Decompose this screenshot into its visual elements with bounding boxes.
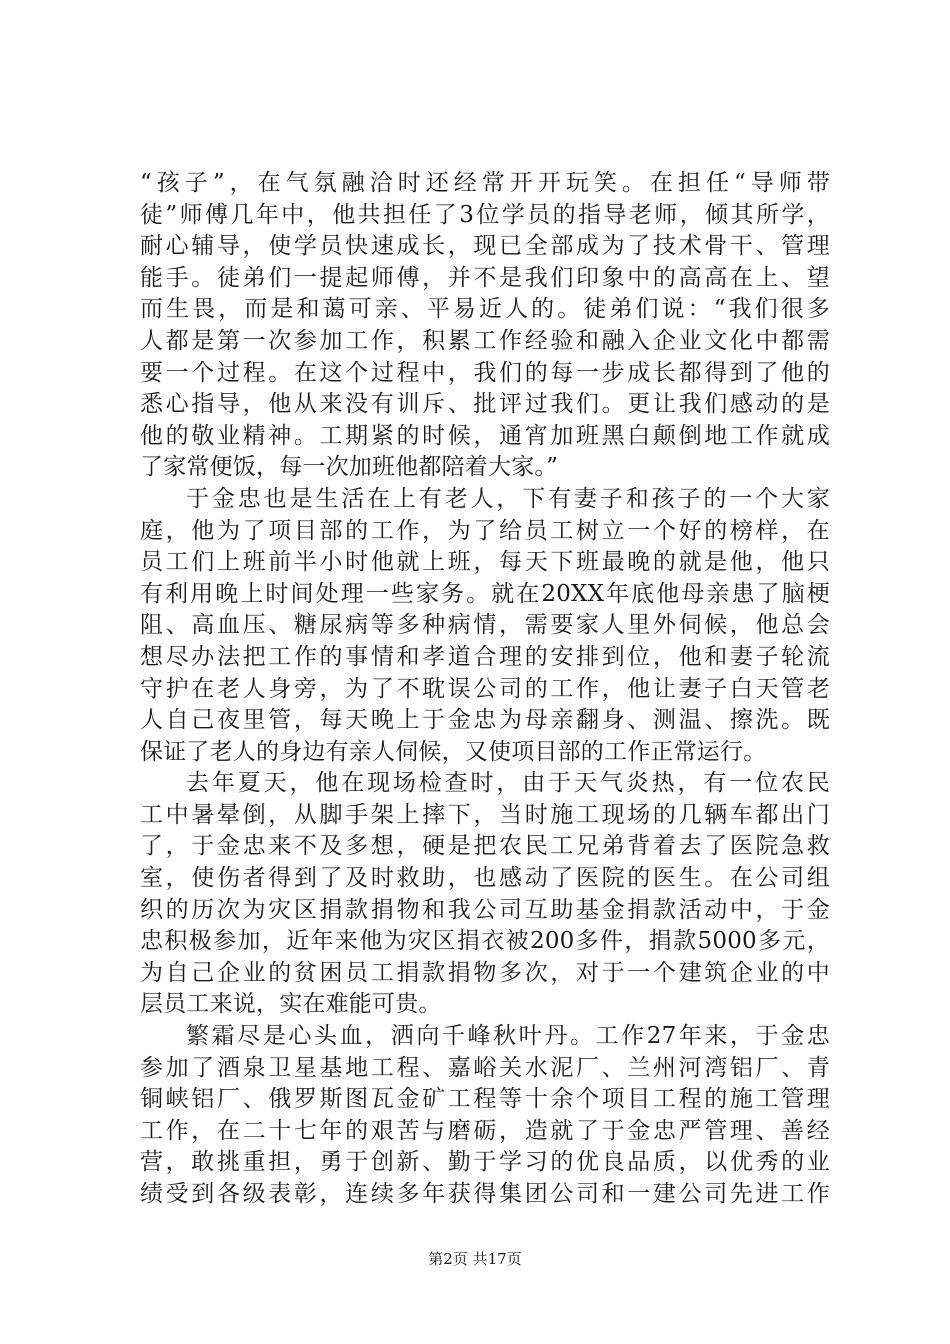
text-line-19: 保证了老人的身边有亲人伺候，又使项目部的工作正常运行。 [140,738,767,765]
text-line-30: 铜峡铝厂、俄罗斯图瓦金矿工程等十余个项目工程的施工管理 [140,1086,830,1113]
text-line-24: 织的历次为灾区捐款捐物和我公司互助基金捐款活动中，于金 [140,896,830,923]
text-line-8: 悉心指导，他从来没有训斥、批评过我们。更让我们感动的是 [140,391,830,418]
text-line-18: 人自己夜里管，每天晚上于金忠为母亲翻身、测温、擦洗。既 [140,707,830,734]
text-line-26: 为自己企业的贫困员工捐款捐物多次，对于一个建筑企业的中 [140,959,830,986]
text-line-21: 工中暑晕倒，从脚手架上摔下，当时施工现场的几辆车都出门 [140,801,830,828]
text-line-5: 而生畏，而是和蔼可亲、平易近人的。徒弟们说：“我们很多 [140,296,830,323]
text-line-14: 有利用晚上时间处理一些家务。就在20XX年底他母亲患了脑梗 [140,580,830,607]
text-line-1: “孩子”，在气氛融洽时还经常开开玩笑。在担任“导师带 [140,170,830,196]
text-line-4: 能手。徒弟们一提起师傅，并不是我们印象中的高高在上、望 [140,264,830,291]
text-line-6: 人都是第一次参加工作，积累工作经验和融入企业文化中都需 [140,327,830,354]
text-line-9: 他的敬业精神。工期紧的时候，通宵加班黑白颠倒地工作就成 [140,422,830,449]
text-line-20: 去年夏天，他在现场检查时，由于天气炎热，有一位农民 [186,770,830,797]
text-line-22: 了，于金忠来不及多想，硬是把农民工兄弟背着去了医院急救 [140,833,830,860]
text-line-32: 营，敢挑重担，勇于创新、勤于学习的优良品质，以优秀的业 [140,1149,830,1176]
text-line-16: 想尽办法把工作的事情和孝道合理的安排到位，他和妻子轮流 [140,643,830,670]
text-line-33: 绩受到各级表彰，连续多年获得集团公司和一建公司先进工作 [140,1181,830,1207]
text-line-27: 层员工来说，实在难能可贵。 [140,991,442,1018]
text-line-15: 阻、高血压、糖尿病等多种病情，需要家人里外伺候，他总会 [140,612,830,639]
text-line-25: 忠积极参加，近年来他为灾区捐衣被200多件，捐款5000多元， [140,928,830,955]
text-line-31: 工作，在二十七年的艰苦与磨砺，造就了于金忠严管理、善经 [140,1117,830,1144]
text-line-28: 繁霜尽是心头血，洒向千峰秋叶丹。工作27年来，于金忠 [186,1023,830,1050]
text-line-2: 徒”师傅几年中，他共担任了3位学员的指导老师，倾其所学， [140,201,830,228]
text-line-3: 耐心辅导，使学员快速成长，现已全部成为了技术骨干、管理 [140,233,830,260]
text-line-13: 员工们上班前半小时他就上班，每天下班最晚的就是他，他只 [140,549,830,576]
text-line-12: 庭，他为了项目部的工作，为了给员工树立一个好的榜样，在 [140,517,830,544]
text-line-11: 于金忠也是生活在上有老人，下有妻子和孩子的一个大家 [186,485,830,512]
text-line-17: 守护在老人身旁，为了不耽误公司的工作，他让妻子白天管老 [140,675,830,702]
body-text [140,168,830,1211]
text-line-7: 要一个过程。在这个过程中，我们的每一步成长都得到了他的 [140,359,830,386]
text-line-29: 参加了酒泉卫星基地工程、嘉峪关水泥厂、兰州河湾铝厂、青 [140,1054,830,1081]
text-line-23: 室，使伤者得到了及时救助，也感动了医院的医生。在公司组 [140,865,830,892]
text-line-10: 了家常便饭，每一次加班他都陪着大家。” [140,454,559,481]
page-number-footer: 第2页 共17页 [428,1250,522,1268]
